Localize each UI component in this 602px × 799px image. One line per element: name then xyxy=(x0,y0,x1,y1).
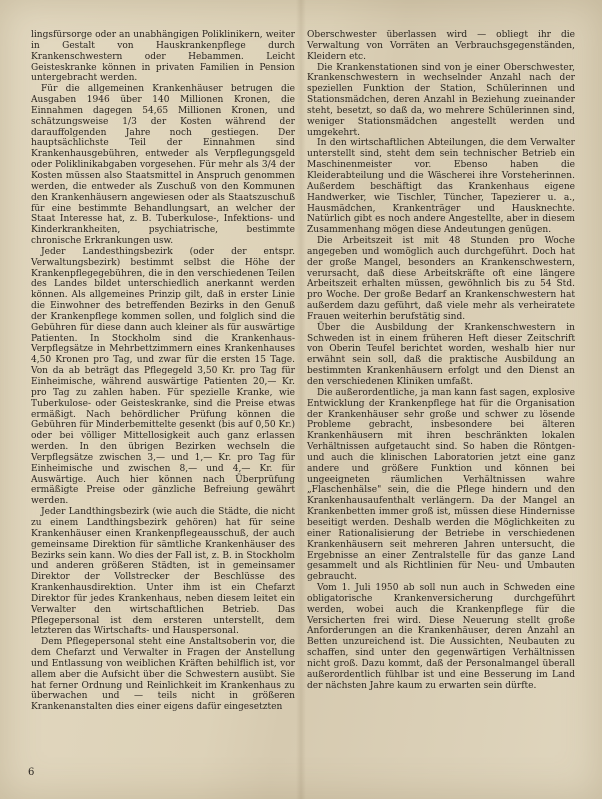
paragraph: Die Krankenstationen sind von je einer Oberschwester, Krankenschwestern in wechselnder Anzahl nach der speziellen Funktion der Station, Schülerinnen und Stationsmädchen, deren Anzahl in Beziehung zueinander steht, besetzt, so daß da, wo mehrere Schülerinnen sind, weniger Stationsmädchen angestellt werden und umgekehrt. xyxy=(307,62,575,138)
paragraph: Jeder Landesthingsbezirk (oder der entspr. Verwaltungsbezirk) bestimmt selbst die Höhe der Krankenpflegegebühren, die in den verschiedenen Teilen des Landes bildet unterschiedlich anerkannt werden können. Als allgemeines Prinzip gilt, daß in erster Linie die Einwohner des betreffenden Bezirks in den Genuß der Krankenpflege kommen sollen, und folglich sind die Gebühren für diese dann auch kleiner als für auswärtige Patienten. In Stockholm sind die Krankenhaus-Verpflegsätze in Mehrbettzimmern eines Krankenhauses 4,50 Kronen pro Tag, und zwar für die ersten 15 Tage. Von da ab beträgt das Pflegegeld 3,50 Kr. pro Tag für Einheimische, während auswärtige Patienten 20,— Kr. pro Tag zu zahlen haben. Für spezielle Kranke, wie Tuberkulose- oder Geisteskranke, sind die Preise etwas ermäßigt. Nach behördlicher Prüfung können die Gebühren für Minderbemittelte gesenkt (bis auf 0,50 Kr.) oder bei völliger Mittellosigkeit auch ganz erlassen werden. In den übrigen Bezirken wechseln die Verpflegsätze zwischen 3,— und 1,— Kr. pro Tag für Einheimische und zwischen 8,— und 4,— Kr. für Auswärtige. Auch hier können nach Überprüfung ermäßigte Preise oder gänzliche Befreiung gewährt werden. xyxy=(31,246,295,507)
paragraph: Die Arbeitszeit ist mit 48 Stunden pro Woche angegeben und womöglich auch durchgeführt. Doch hat der große Mangel, besonders an Krankenschwestern, verursacht, daß diese Arbeitskräfte oft eine längere Arbeitszeit erhalten müssen, gewöhnlich bis zu 54 Std. pro Woche. Der große Bedarf an Krankenschwestern hat außerdem dazu geführt, daß viele mehr als verheiratete Frauen weiterhin berufstätig sind. xyxy=(307,236,575,322)
paragraph: Oberschwester überlassen wird — obliegt ihr die Verwaltung von Vorräten an Verbrauchsgegenständen, Kleidern etc. xyxy=(307,30,575,62)
right-text-column xyxy=(307,30,575,691)
page-gutter xyxy=(296,0,306,799)
paragraph: lingsfürsorge oder an unabhängigen Poliklinikern, weiter in Gestalt von Hauskrankenpflege durch Krankenschwestern oder Hebammen. Leicht Geisteskranke können in privaten Familien in Pension untergebracht werden. xyxy=(31,30,295,84)
page-number: 6 xyxy=(28,767,35,778)
paragraph: Vom 1. Juli 1950 ab soll nun auch in Schweden eine obligatorische Krankenversicherung durchgeführt werden, wobei auch die Krankenpflege für die Versicherten frei wird. Diese Neuerung stellt große Anforderungen an die Krankenhäuser, deren Anzahl an Betten unzureichend ist. Die Aussichten, Neubauten zu schaffen, sind unter den gegenwärtigen Verhältnissen nicht groß. Dazu kommt, daß der Personalmangel überall außerordentlich fühlbar ist und eine Besserung im Land der nächsten Jahre kaum zu erwarten sein dürfte. xyxy=(307,583,575,691)
paragraph: Über die Ausbildung der Krankenschwestern in Schweden ist in einem früheren Heft dieser Zeitschrift von Oberin Teufel berichtet worden, weshalb hier nur erwähnt sein soll, daß die praktische Ausbildung an bestimmten Krankenhäusern erfolgt und den Dienst an den verschiedenen Kliniken umfaßt. xyxy=(307,322,575,387)
paragraph: Dem Pflegepersonal steht eine Anstaltsoberin vor, die dem Chefarzt und Verwalter in Fragen der Anstellung und Entlassung von weiblichen Kräften behilflich ist, vor allem aber die Aufsicht über die Schwestern ausübt. Sie hat ferner Ordnung und Reinlichkeit im Krankenhaus zu überwachen und — teils nicht in größeren Krankenanstalten dies einer eigens dafür eingesetzten xyxy=(31,637,295,713)
paragraph: In den wirtschaftlichen Abteilungen, die dem Verwalter unterstellt sind, steht dem sein technischer Betrieb ein Maschinenmeister vor. Ebenso haben die Kleiderabteilung und die Wäscherei ihre Vorsteherinnen. Außerdem beschäftigt das Krankenhaus eigene Handwerker, wie Tischler, Tüncher, Tapezierer u. a., Hausmädchen, Krankenträger und Hausknechte. Natürlich gibt es noch andere Angestellte, aber in diesem Zusammenhang mögen diese Andeutungen genügen. xyxy=(307,138,575,236)
left-text-column xyxy=(31,30,295,713)
paragraph: Für die allgemeinen Krankenhäuser betrugen die Ausgaben 1946 über 140 Millionen Kronen, die Einnahmen dagegen 54,65 Millionen Kronen, und schätzungsweise 1/3 der Kosten während der darauffolgenden Jahre noch gestiegen. Der hauptsächlichste Teil der Einnahmen sind Krankenhausgebühren, entweder als Verpflegungsgeld oder Poliklinikabgaben vorgesehen. Für mehr als 3/4 der Kosten müssen also Staatsmittel in Anspruch genommen werden, die entweder als Zuschuß von den Kommunen den Krankenhäusern angewiesen oder als Staatszuschuß für eine bestimmte Behandlungsart, an welcher der Staat Interesse hat, z. B. Tuberkulose-, Infektions- und Kinderkrankheiten, psychiatrische, bestimmte chronische Erkrankungen usw. xyxy=(31,84,295,247)
paragraph: Jeder Landthingsbezirk (wie auch die Städte, die nicht zu einem Landthingsbezirk gehören) hat für seine Krankenhäuser einen Krankenpflegeausschuß, der auch gemeinsame Direktion für sämtliche Krankenhäuser des Bezirks sein kann. Wo dies der Fall ist, z. B. in Stockholm und anderen größeren Städten, ist in gemeinsamer Direktor der Vollstrecker der Beschlüsse des Krankenhausdirektion. Unter ihm ist ein Chefarzt Direktor für jedes Krankenhaus, neben diesem leitet ein Verwalter den wirtschaftlichen Betrieb. Das Pflegepersonal ist dem ersteren unterstellt, dem letzteren das Wirtschafts- und Hauspersonal. xyxy=(31,507,295,637)
paragraph: Die außerordentliche, ja man kann fast sagen, explosive Entwicklung der Krankenpflege hat für die Organisation der Krankenhäuser sehr große und schwer zu lösende Probleme gebracht, insbesondere bei älteren Krankenhäusern mit ihren beschränkten lokalen Verhältnissen aufgetaucht sind. So haben die Röntgen- und auch die klinischen Laboratorien jetzt eine ganz andere und größere Funktion und können bei ungeeigneten räumlichen Verhältnissen wahre „Flaschenhälse" sein, die die Pflege hindern und den Krankenhausaufenthalt verlängern. Da der Mangel an Krankenbetten immer groß ist, müssen diese Hindernisse beseitigt werden. Deshalb werden die Möglichkeiten zu einer Rationalisierung der Betriebe in verschiedenen Krankenhäusern seit mehreren Jahren untersucht, die Ergebnisse an einer Zentralstelle für das ganze Land gesammelt und als Richtlinien für Neu- und Umbauten gebraucht. xyxy=(307,387,575,583)
